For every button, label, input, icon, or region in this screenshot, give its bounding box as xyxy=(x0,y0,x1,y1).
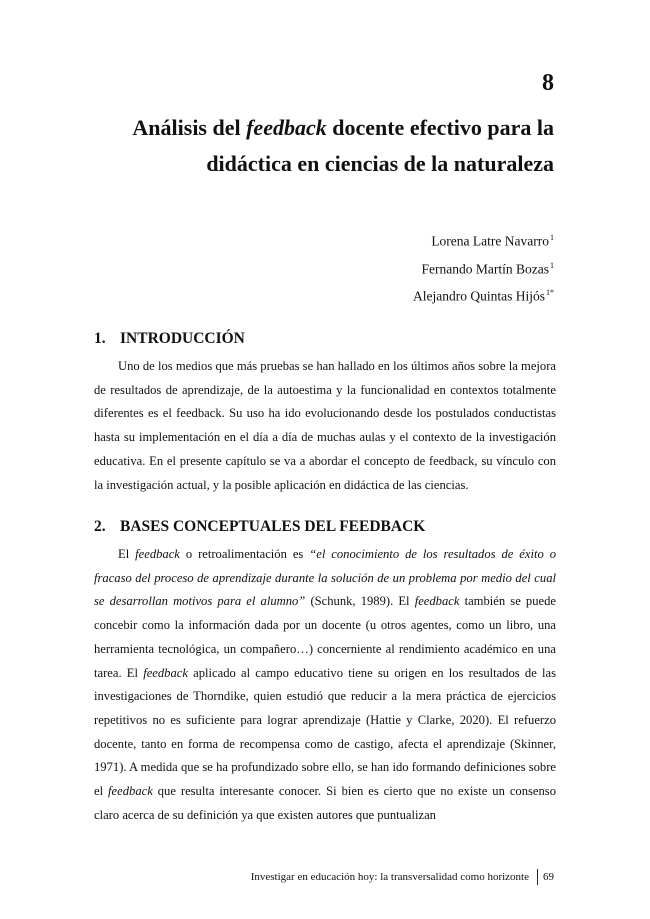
italic-term: feedback xyxy=(135,547,180,561)
text-run: aplicado al campo educativo tiene su origen en los resultados de las investigaciones de Thorndike, quien estudió que reducir a la mera práctica de ejercicios repetitivos no es suficiente para lograr aprendizaje (Hattie y Clarke, 2020). El refuerzo docente, tanto en forma de recompensa como de castigo, afecta el aprendizaje (Skinner, 1971). A medida que se ha profundizado sobre ello, se han ido formando definiciones sobre el xyxy=(94,665,556,799)
text-run: también se puede concebir como la información dada por un docente (u otros agentes, como un libro, una herramienta tecnológica, un compañero…) concerniente al rendimiento académico en una tarea. El xyxy=(94,594,556,680)
section-number: 2. xyxy=(94,518,106,535)
author-list xyxy=(413,226,554,309)
text-run: que resulta interesante conocer. Si bien es cierto que no existe un consenso claro acerca de su definición ya que existen autores que puntualizan xyxy=(94,784,556,822)
section-heading-bases xyxy=(94,518,425,536)
author-name: Lorena Latre Navarro xyxy=(431,233,549,249)
section-number: 1. xyxy=(94,330,106,347)
italic-quote: “el conocimiento de los resultados de éxito o fracaso del proceso de aprendizaje durante la solución de un problema por medio del cual se desarrollan motivos para el alumno” xyxy=(94,547,557,609)
chapter-title xyxy=(54,110,554,182)
chapter-number: 8 xyxy=(542,70,554,96)
italic-term: feedback xyxy=(414,594,460,609)
italic-term: feedback xyxy=(108,784,153,799)
chapter-title-line-2: didáctica en ciencias de la naturaleza xyxy=(206,151,554,176)
paragraph-bases xyxy=(94,543,556,827)
author-affiliation: 1 xyxy=(550,260,554,270)
italic-term: feedback xyxy=(143,665,188,680)
author-name: Alejandro Quintas Hijós xyxy=(413,288,545,304)
running-footer-title: Investigar en educación hoy: la transversalidad como horizonte xyxy=(250,871,529,883)
text-run: El xyxy=(118,547,136,561)
section-title: BASES CONCEPTUALES DEL FEEDBACK xyxy=(120,518,426,535)
author-affiliation: 1* xyxy=(546,288,554,297)
section-title: INTRODUCCIÓN xyxy=(120,330,245,347)
title-part-3: docente efectivo para la xyxy=(326,115,554,140)
title-part-2-italic: feedback xyxy=(246,115,327,140)
paragraph-introduccion: Uno de los medios que más pruebas se han hallado en los últimos años sobre la mejora de resultados de aprendizaje, de la autoestima y la funcionalidad en contextos totalmente diferentes es el feedback. Su uso ha ido evolucionando desde los postulados conductistas hasta su implementación en el día a día de muchas aulas y el contexto de la investigación educativa. En el presente capítulo se va a abordar el concepto de feedback, su vínculo con la investigación actual, y la posible aplicación en didáctica de las ciencias. xyxy=(94,359,556,492)
author xyxy=(413,226,554,254)
footer-divider xyxy=(537,869,538,885)
text-run: o retroalimentación es xyxy=(179,547,310,561)
author-affiliation: 1 xyxy=(550,233,554,242)
title-part-1: Análisis del xyxy=(132,115,247,140)
author xyxy=(413,281,554,309)
page-number: 69 xyxy=(543,871,554,883)
author-name: Fernando Martín Bozas xyxy=(421,261,549,276)
author xyxy=(413,254,554,282)
chapter-title-line-1 xyxy=(54,110,554,146)
page-footer xyxy=(251,869,554,885)
section-heading-introduccion xyxy=(94,330,245,348)
text-run: (Schunk, 1989). El xyxy=(305,594,415,609)
